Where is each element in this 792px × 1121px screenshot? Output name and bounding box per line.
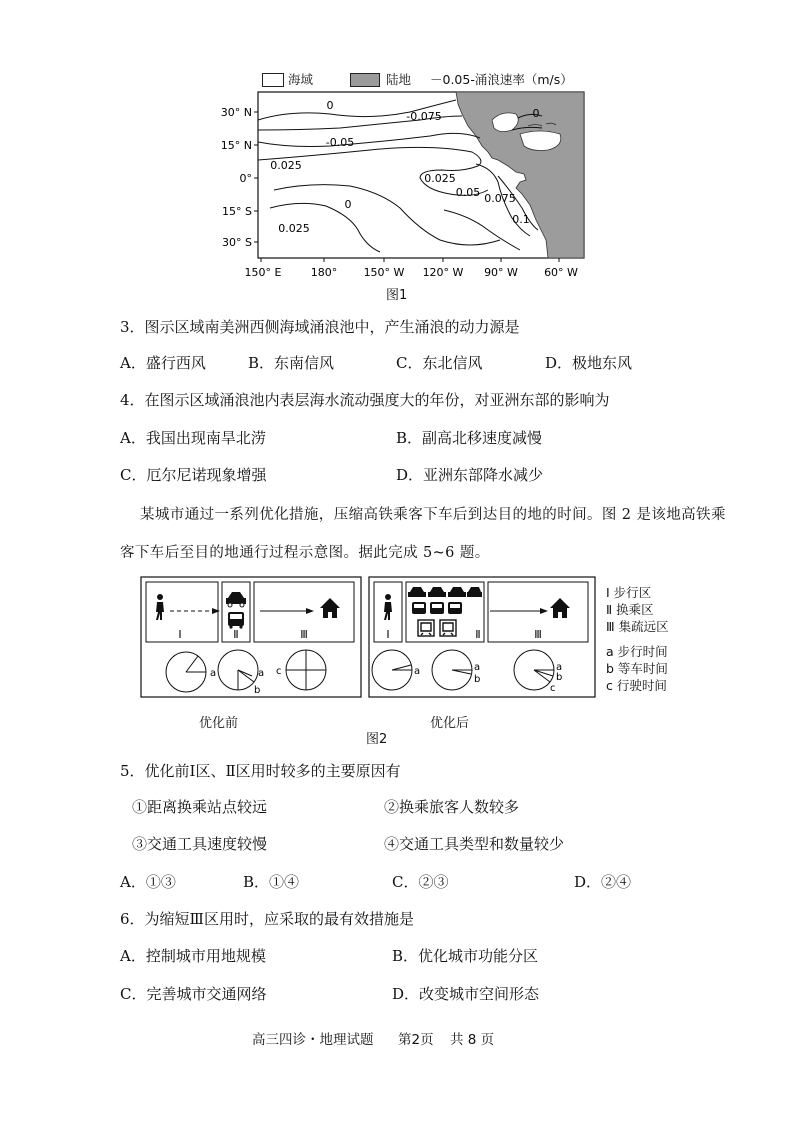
q3-stem: 3．图示区域南美洲西侧海域涌浪池中，产生涌浪的动力源是 bbox=[120, 318, 520, 336]
pie-chart bbox=[166, 652, 206, 692]
legend-item: Ⅲ 集疏远区 bbox=[606, 619, 669, 634]
legend-item: c 行驶时间 bbox=[606, 678, 667, 693]
q6-stem: 6．为缩短Ⅲ区用时，应采取的最有效措施是 bbox=[120, 910, 415, 928]
footer-page: 第2页 bbox=[398, 1032, 434, 1048]
zone-label: Ⅱ bbox=[475, 628, 481, 641]
legend-item: a 步行时间 bbox=[606, 644, 668, 659]
q5-option-d[interactable]: D．②④ bbox=[574, 873, 632, 891]
contour-label: -0.05 bbox=[325, 136, 355, 149]
legend-land-swatch bbox=[350, 73, 380, 87]
contour-label: 0.025 bbox=[270, 159, 302, 172]
zone-label: Ⅰ bbox=[386, 628, 390, 641]
pie-label: a bbox=[556, 662, 563, 673]
legend-item: Ⅰ 步行区 bbox=[606, 585, 652, 600]
contour-label: 0.05 bbox=[455, 186, 481, 199]
contour-label: 0.025 bbox=[278, 222, 310, 235]
q6-option-d[interactable]: D．改变城市空间形态 bbox=[392, 985, 540, 1003]
lat-label: 0° bbox=[239, 172, 252, 185]
q3-option-b[interactable]: B．东南信风 bbox=[248, 354, 335, 372]
q5-item-1: ①距离换乘站点较远 bbox=[132, 798, 268, 816]
q6-option-b[interactable]: B．优化城市功能分区 bbox=[392, 947, 539, 965]
lon-label: 60° W bbox=[544, 266, 578, 279]
pie-label: b bbox=[474, 674, 481, 685]
q5-item-3: ③交通工具速度较慢 bbox=[132, 835, 268, 853]
contour-label: 0.025 bbox=[424, 172, 456, 185]
pie-label: b bbox=[556, 672, 563, 683]
pie-label: b bbox=[254, 685, 261, 696]
figure1-caption: 图1 bbox=[386, 288, 408, 303]
q4-option-d[interactable]: D．亚洲东部降水减少 bbox=[396, 466, 544, 484]
pie-label: c bbox=[276, 666, 282, 677]
legend-ocean-swatch bbox=[262, 73, 284, 87]
contour-label: 0.075 bbox=[484, 192, 516, 205]
q5-option-a[interactable]: A．①③ bbox=[120, 873, 176, 891]
q5-option-b[interactable]: B．①④ bbox=[243, 873, 300, 891]
after-panel bbox=[369, 577, 595, 697]
zone-label: Ⅲ bbox=[534, 628, 542, 641]
lon-label: 150° E bbox=[244, 266, 282, 279]
figure1-map bbox=[220, 90, 590, 290]
caribbean-sea bbox=[520, 131, 561, 151]
contour-label: 0 bbox=[532, 107, 540, 120]
legend-ocean-label: 海域 bbox=[288, 72, 314, 87]
bus-icon bbox=[412, 602, 462, 614]
lon-label: 90° W bbox=[484, 266, 518, 279]
q4-option-c[interactable]: C．厄尔尼诺现象增强 bbox=[120, 466, 267, 484]
q4-option-a[interactable]: A．我国出现南旱北涝 bbox=[120, 429, 266, 447]
after-label: 优化后 bbox=[430, 716, 470, 731]
pie-chart bbox=[432, 650, 472, 690]
pie-label: a bbox=[414, 666, 421, 677]
zone-label: Ⅱ bbox=[233, 628, 239, 641]
lon-ticks bbox=[261, 258, 559, 262]
before-panel bbox=[141, 577, 361, 697]
q4-stem: 4．在图示区域涌浪池内表层海水流动强度大的年份，对亚洲东部的影响为 bbox=[120, 391, 610, 409]
lat-label: 30° N bbox=[220, 106, 252, 119]
lat-ticks bbox=[254, 112, 258, 242]
legend-item: b 等车时间 bbox=[606, 661, 668, 676]
figure1-legend bbox=[262, 70, 582, 90]
pie-chart bbox=[218, 650, 258, 690]
figure2-caption: 图2 bbox=[366, 732, 388, 747]
q5-stem: 5．优化前Ⅰ区、Ⅱ区用时较多的主要原因有 bbox=[120, 762, 401, 780]
legend-isoline-label: －0.05-涌浪速率（m/s） bbox=[430, 72, 573, 87]
before-label: 优化前 bbox=[199, 716, 239, 731]
zone-label: Ⅰ bbox=[178, 628, 182, 641]
q5-option-c[interactable]: C．②③ bbox=[392, 873, 449, 891]
q6-option-a[interactable]: A．控制城市用地规模 bbox=[120, 947, 266, 965]
pie-label: a bbox=[258, 668, 265, 679]
figure2-diagram bbox=[140, 576, 600, 698]
lat-label: 15° N bbox=[220, 139, 252, 152]
q5-item-4: ④交通工具类型和数量较少 bbox=[384, 835, 565, 853]
pie-chart bbox=[372, 650, 412, 690]
q4-option-b[interactable]: B．副高北移速度减慢 bbox=[396, 429, 543, 447]
contour-label: 0.1 bbox=[512, 213, 530, 226]
legend-item: Ⅱ 换乘区 bbox=[606, 602, 654, 617]
lat-label: 15° S bbox=[222, 205, 252, 218]
q3-option-c[interactable]: C．东北信风 bbox=[396, 354, 483, 372]
contour-label: -0.075 bbox=[406, 110, 442, 123]
lon-label: 180° bbox=[310, 266, 338, 279]
lon-label: 120° W bbox=[422, 266, 464, 279]
pie-label: a bbox=[210, 668, 217, 679]
pie-chart bbox=[286, 650, 326, 690]
q6-option-c[interactable]: C．完善城市交通网络 bbox=[120, 985, 267, 1003]
pie-chart bbox=[514, 650, 554, 690]
footer-title: 高三四诊・地理试题 bbox=[252, 1032, 374, 1048]
pie-label: a bbox=[474, 662, 481, 673]
zone-label: Ⅲ bbox=[300, 628, 308, 641]
q3-option-a[interactable]: A．盛行西风 bbox=[120, 354, 206, 372]
intro-line-1: 某城市通过一系列优化措施，压缩高铁乘客下车后到达目的地的时间。图 2 是该地高铁乘 bbox=[140, 507, 726, 523]
intro-line-2: 客下车后至目的地通行过程示意图。据此完成 5~6 题。 bbox=[120, 545, 490, 561]
lon-label: 150° W bbox=[363, 266, 405, 279]
pie-label: c bbox=[550, 683, 556, 694]
contour-label: 0 bbox=[344, 198, 352, 211]
lat-label: 30° S bbox=[222, 236, 252, 249]
legend-land-label: 陆地 bbox=[386, 72, 412, 87]
q5-item-2: ②换乘旅客人数较多 bbox=[384, 798, 520, 816]
footer-total: 共 8 页 bbox=[450, 1032, 495, 1048]
contour-label: 0 bbox=[326, 99, 334, 112]
q3-option-d[interactable]: D．极地东风 bbox=[545, 354, 633, 372]
figure2-legend bbox=[606, 584, 696, 694]
